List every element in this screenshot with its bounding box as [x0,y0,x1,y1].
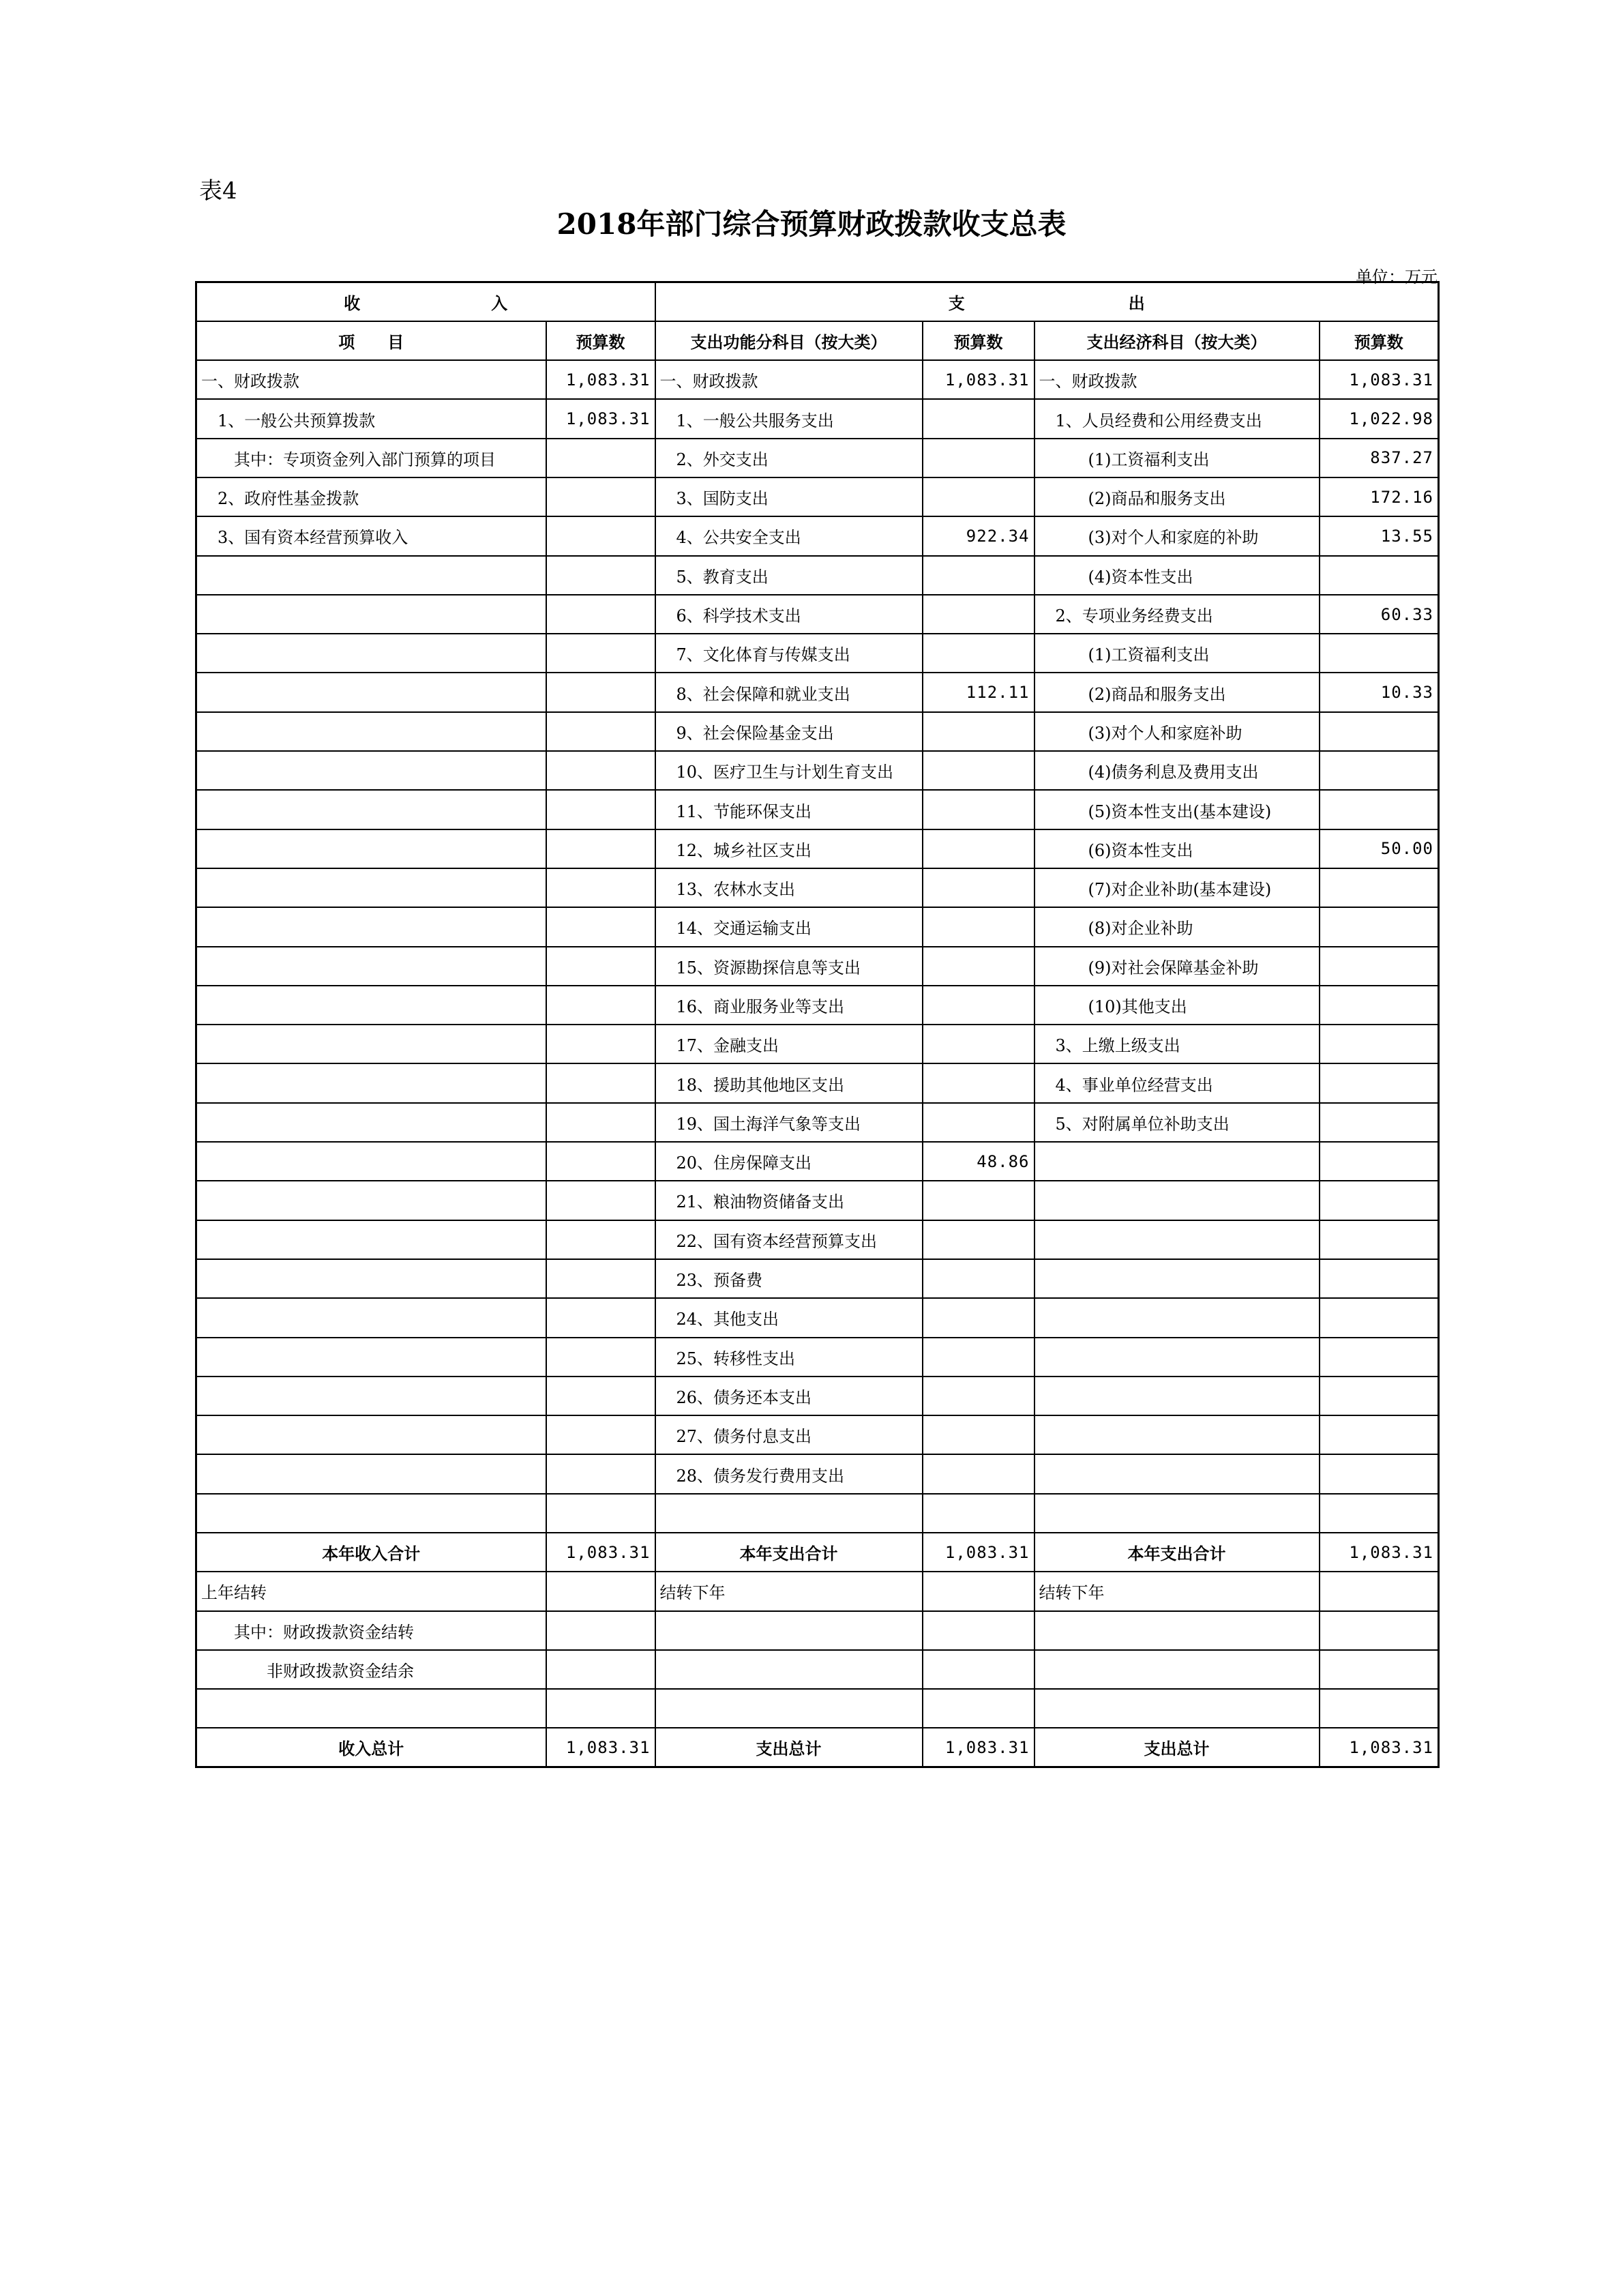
income-budget-cell [546,1181,655,1220]
econ-item-cell [1034,1338,1320,1377]
econ-item-cell: (3)对个人和家庭的补助 [1034,516,1320,555]
econ-budget-cell [1320,712,1439,751]
income-budget-cell [546,1650,655,1689]
income-budget-cell [546,868,655,907]
income-budget-cell: 1,083.31 [546,360,655,399]
econ-budget-cell: 10.33 [1320,673,1439,711]
func-item-cell: 3、国防支出 [655,477,923,516]
col-item-header: 项 目 [196,321,546,360]
func-item-cell [655,1650,923,1689]
func-item-cell: 6、科学技术支出 [655,595,923,634]
income-budget-cell: 1,083.31 [546,399,655,438]
income-item-cell [196,751,546,790]
table-row [196,1220,1439,1259]
econ-item-cell: (5)资本性支出(基本建设) [1034,790,1320,829]
income-budget-cell [546,1338,655,1377]
income-item-cell [196,986,546,1025]
econ-item-cell: (10)其他支出 [1034,986,1320,1025]
income-item-cell [196,1338,546,1377]
func-budget-cell [923,1259,1034,1298]
table-row [196,1298,1439,1337]
table-row [196,1103,1439,1142]
func-item-cell: 27、债务付息支出 [655,1415,923,1454]
econ-item-cell: (7)对企业补助(基本建设) [1034,868,1320,907]
func-item-cell: 7、文化体育与传媒支出 [655,634,923,673]
econ-budget-cell [1320,1220,1439,1259]
econ-budget-cell [1320,1415,1439,1454]
econ-budget-cell [1320,1063,1439,1102]
income-budget-cell [546,634,655,673]
econ-item-cell [1034,1259,1320,1298]
func-budget-cell [923,1103,1034,1142]
page-title: 2018年部门综合预算财政拨款收支总表 [556,207,1067,241]
table-row [196,907,1439,946]
income-item-cell [196,1377,546,1415]
econ-budget-cell [1320,1572,1439,1610]
income-item-cell: 本年收入合计 [196,1533,546,1572]
econ-budget-cell [1320,751,1439,790]
table-row [196,1338,1439,1377]
func-budget-cell [923,907,1034,946]
income-budget-cell [546,1494,655,1533]
func-item-cell: 25、转移性支出 [655,1338,923,1377]
income-budget-cell [546,673,655,711]
econ-item-cell [1034,1377,1320,1415]
income-item-cell [196,1025,546,1063]
func-budget-cell [923,1650,1034,1689]
table-row [196,1259,1439,1298]
income-budget-cell [546,1220,655,1259]
econ-item-cell [1034,1142,1320,1181]
econ-item-cell [1034,1650,1320,1689]
econ-budget-cell [1320,556,1439,595]
econ-budget-cell: 837.27 [1320,439,1439,477]
func-item-cell: 17、金融支出 [655,1025,923,1063]
func-item-cell: 结转下年 [655,1572,923,1610]
table-row [196,1689,1439,1728]
income-budget-cell [546,947,655,986]
econ-item-cell: (4)债务利息及费用支出 [1034,751,1320,790]
econ-item-cell: 本年支出合计 [1034,1533,1320,1572]
econ-budget-cell: 1,083.31 [1320,1533,1439,1572]
income-item-cell [196,1494,546,1533]
econ-budget-cell [1320,1103,1439,1142]
func-budget-cell [923,477,1034,516]
func-budget-cell: 112.11 [923,673,1034,711]
econ-item-cell: 支出总计 [1034,1728,1320,1767]
col-econ-header: 支出经济科目（按大类） [1034,321,1320,360]
income-item-cell: 其中：财政拨款资金结转 [196,1611,546,1650]
income-item-cell [196,595,546,634]
table-row [196,1611,1439,1650]
table-row [196,439,1439,477]
income-budget-cell [546,1063,655,1102]
func-budget-cell [923,1572,1034,1610]
income-item-cell [196,907,546,946]
income-budget-cell [546,595,655,634]
func-budget-cell [923,1494,1034,1533]
income-budget-cell: 1,083.31 [546,1533,655,1572]
income-budget-cell [546,1572,655,1610]
econ-budget-cell [1320,1298,1439,1337]
income-item-cell [196,1103,546,1142]
func-item-cell [655,1689,923,1728]
table-row [196,868,1439,907]
income-budget-cell [546,1103,655,1142]
income-budget-cell [546,712,655,751]
econ-budget-cell [1320,1259,1439,1298]
func-budget-cell [923,1298,1034,1337]
income-budget-cell [546,751,655,790]
func-item-cell: 4、公共安全支出 [655,516,923,555]
table-row [196,1377,1439,1415]
func-budget-cell [923,595,1034,634]
econ-budget-cell [1320,1142,1439,1181]
func-item-cell [655,1611,923,1650]
econ-budget-cell [1320,1494,1439,1533]
func-item-cell: 26、债务还本支出 [655,1377,923,1415]
income-budget-cell [546,477,655,516]
econ-item-cell: (9)对社会保障基金补助 [1034,947,1320,986]
func-item-cell: 13、农林水支出 [655,868,923,907]
econ-budget-cell [1320,907,1439,946]
func-item-cell: 9、社会保险基金支出 [655,712,923,751]
income-budget-cell [546,516,655,555]
income-item-cell: 1、一般公共预算拨款 [196,399,546,438]
econ-budget-cell: 13.55 [1320,516,1439,555]
header-row-columns [196,321,1439,360]
econ-budget-cell: 50.00 [1320,829,1439,868]
econ-item-cell: (4)资本性支出 [1034,556,1320,595]
col-budget-header: 预算数 [1320,321,1439,360]
func-budget-cell [923,868,1034,907]
econ-budget-cell [1320,1689,1439,1728]
econ-item-cell: (2)商品和服务支出 [1034,477,1320,516]
func-budget-cell [923,1063,1034,1102]
table-row [196,1650,1439,1689]
income-item-cell [196,1298,546,1337]
table-row [196,1181,1439,1220]
func-budget-cell [923,1181,1034,1220]
func-budget-cell [923,751,1034,790]
income-budget-cell [546,1298,655,1337]
func-budget-cell: 922.34 [923,516,1034,555]
budget-table [195,281,1440,1768]
income-item-cell [196,868,546,907]
func-item-cell: 16、商业服务业等支出 [655,986,923,1025]
table-row [196,1572,1439,1610]
income-item-cell [196,947,546,986]
income-item-cell [196,790,546,829]
grand-total-row [196,1728,1439,1767]
func-budget-cell [923,1025,1034,1063]
func-item-cell: 2、外交支出 [655,439,923,477]
econ-budget-cell: 1,083.31 [1320,360,1439,399]
table-row [196,399,1439,438]
income-budget-cell [546,1377,655,1415]
unit-label: 单位：万元 [1356,267,1438,286]
econ-budget-cell [1320,868,1439,907]
income-budget-cell [546,1415,655,1454]
func-budget-cell [923,1377,1034,1415]
econ-budget-cell [1320,1650,1439,1689]
income-budget-cell [546,1611,655,1650]
income-budget-cell [546,1454,655,1493]
econ-item-cell [1034,1494,1320,1533]
income-item-cell: 非财政拨款资金结余 [196,1650,546,1689]
func-budget-cell [923,1611,1034,1650]
econ-budget-cell [1320,790,1439,829]
income-budget-cell [546,1689,655,1728]
income-budget-cell [546,439,655,477]
func-budget-cell [923,1220,1034,1259]
income-item-cell [196,712,546,751]
table-row [196,673,1439,711]
income-item-cell [196,1259,546,1298]
income-budget-cell [546,790,655,829]
table-row [196,360,1439,399]
income-item-cell: 2、政府性基金拨款 [196,477,546,516]
func-item-cell: 22、国有资本经营预算支出 [655,1220,923,1259]
income-budget-cell [546,907,655,946]
table-row [196,1063,1439,1102]
func-budget-cell [923,1338,1034,1377]
table-row [196,556,1439,595]
func-budget-cell [923,1454,1034,1493]
func-budget-cell [923,712,1034,751]
econ-item-cell: 2、专项业务经费支出 [1034,595,1320,634]
income-item-cell [196,556,546,595]
func-budget-cell [923,986,1034,1025]
table-row [196,712,1439,751]
func-item-cell: 10、医疗卫生与计划生育支出 [655,751,923,790]
func-budget-cell: 1,083.31 [923,360,1034,399]
econ-item-cell [1034,1454,1320,1493]
econ-item-cell: (1)工资福利支出 [1034,439,1320,477]
income-budget-cell [546,1142,655,1181]
func-budget-cell [923,556,1034,595]
econ-item-cell [1034,1181,1320,1220]
income-budget-cell: 1,083.31 [546,1728,655,1767]
income-item-cell [196,1689,546,1728]
func-budget-cell [923,1689,1034,1728]
table-row [196,1025,1439,1063]
income-budget-cell [546,829,655,868]
econ-item-cell: 4、事业单位经营支出 [1034,1063,1320,1102]
col-budget-header: 预算数 [546,321,655,360]
income-item-cell [196,634,546,673]
econ-budget-cell [1320,1181,1439,1220]
econ-budget-cell [1320,986,1439,1025]
income-item-cell [196,1063,546,1102]
income-budget-cell [546,556,655,595]
econ-item-cell [1034,1689,1320,1728]
table-row [196,947,1439,986]
income-item-cell [196,1142,546,1181]
econ-item-cell [1034,1298,1320,1337]
econ-item-cell: (3)对个人和家庭补助 [1034,712,1320,751]
econ-budget-cell: 1,022.98 [1320,399,1439,438]
func-item-cell: 18、援助其他地区支出 [655,1063,923,1102]
income-item-cell [196,1454,546,1493]
econ-budget-cell [1320,947,1439,986]
func-budget-cell [923,947,1034,986]
income-item-cell: 收入总计 [196,1728,546,1767]
func-item-cell: 14、交通运输支出 [655,907,923,946]
table-row [196,516,1439,555]
income-item-cell: 3、国有资本经营预算收入 [196,516,546,555]
econ-item-cell: 5、对附属单位补助支出 [1034,1103,1320,1142]
income-item-cell [196,1181,546,1220]
func-budget-cell [923,634,1034,673]
table-row [196,595,1439,634]
func-item-cell: 11、节能环保支出 [655,790,923,829]
econ-item-cell [1034,1220,1320,1259]
func-budget-cell [923,1415,1034,1454]
econ-item-cell: 1、人员经费和公用经费支出 [1034,399,1320,438]
econ-budget-cell [1320,1377,1439,1415]
func-item-cell: 23、预备费 [655,1259,923,1298]
table-row [196,829,1439,868]
func-item-cell: 一、财政拨款 [655,360,923,399]
func-budget-cell: 1,083.31 [923,1728,1034,1767]
income-item-cell [196,1220,546,1259]
econ-item-cell: (2)商品和服务支出 [1034,673,1320,711]
func-item-cell: 24、其他支出 [655,1298,923,1337]
func-item-cell: 本年支出合计 [655,1533,923,1572]
expense-header: 支 出 [655,282,1439,321]
econ-budget-cell: 1,083.31 [1320,1728,1439,1767]
func-item-cell: 15、资源勘探信息等支出 [655,947,923,986]
income-item-cell [196,829,546,868]
table-row [196,634,1439,673]
econ-item-cell: (8)对企业补助 [1034,907,1320,946]
table-row [196,1142,1439,1181]
table-row [196,1494,1439,1533]
col-budget-header: 预算数 [923,321,1034,360]
income-item-cell [196,1415,546,1454]
income-budget-cell [546,986,655,1025]
table-row [196,1454,1439,1493]
econ-budget-cell [1320,634,1439,673]
income-header: 收 入 [196,282,655,321]
econ-item-cell: (1)工资福利支出 [1034,634,1320,673]
table-number-label: 表4 [199,177,237,205]
func-budget-cell: 1,083.31 [923,1533,1034,1572]
econ-item-cell [1034,1611,1320,1650]
func-budget-cell: 48.86 [923,1142,1034,1181]
econ-budget-cell [1320,1025,1439,1063]
table-row [196,751,1439,790]
func-item-cell [655,1494,923,1533]
func-item-cell: 19、国土海洋气象等支出 [655,1103,923,1142]
econ-item-cell [1034,1415,1320,1454]
col-func-header: 支出功能分科目（按大类） [655,321,923,360]
func-budget-cell [923,399,1034,438]
income-item-cell: 上年结转 [196,1572,546,1610]
econ-item-cell: 一、财政拨款 [1034,360,1320,399]
func-item-cell: 12、城乡社区支出 [655,829,923,868]
table-row [196,790,1439,829]
econ-budget-cell [1320,1454,1439,1493]
econ-budget-cell [1320,1338,1439,1377]
econ-item-cell: 结转下年 [1034,1572,1320,1610]
func-item-cell: 20、住房保障支出 [655,1142,923,1181]
func-item-cell: 8、社会保障和就业支出 [655,673,923,711]
header-row-group [196,282,1439,321]
econ-item-cell: (6)资本性支出 [1034,829,1320,868]
func-budget-cell [923,829,1034,868]
income-budget-cell [546,1259,655,1298]
income-item-cell: 其中：专项资金列入部门预算的项目 [196,439,546,477]
func-item-cell: 支出总计 [655,1728,923,1767]
table-row [196,477,1439,516]
table-row [196,986,1439,1025]
func-item-cell: 28、债务发行费用支出 [655,1454,923,1493]
econ-budget-cell [1320,1611,1439,1650]
income-budget-cell [546,1025,655,1063]
econ-budget-cell: 172.16 [1320,477,1439,516]
econ-budget-cell: 60.33 [1320,595,1439,634]
econ-item-cell: 3、上缴上级支出 [1034,1025,1320,1063]
table-row [196,1415,1439,1454]
func-item-cell: 5、教育支出 [655,556,923,595]
income-item-cell [196,673,546,711]
year-total-row [196,1533,1439,1572]
func-item-cell: 21、粮油物资储备支出 [655,1181,923,1220]
func-budget-cell [923,790,1034,829]
income-item-cell: 一、财政拨款 [196,360,546,399]
func-budget-cell [923,439,1034,477]
func-item-cell: 1、一般公共服务支出 [655,399,923,438]
